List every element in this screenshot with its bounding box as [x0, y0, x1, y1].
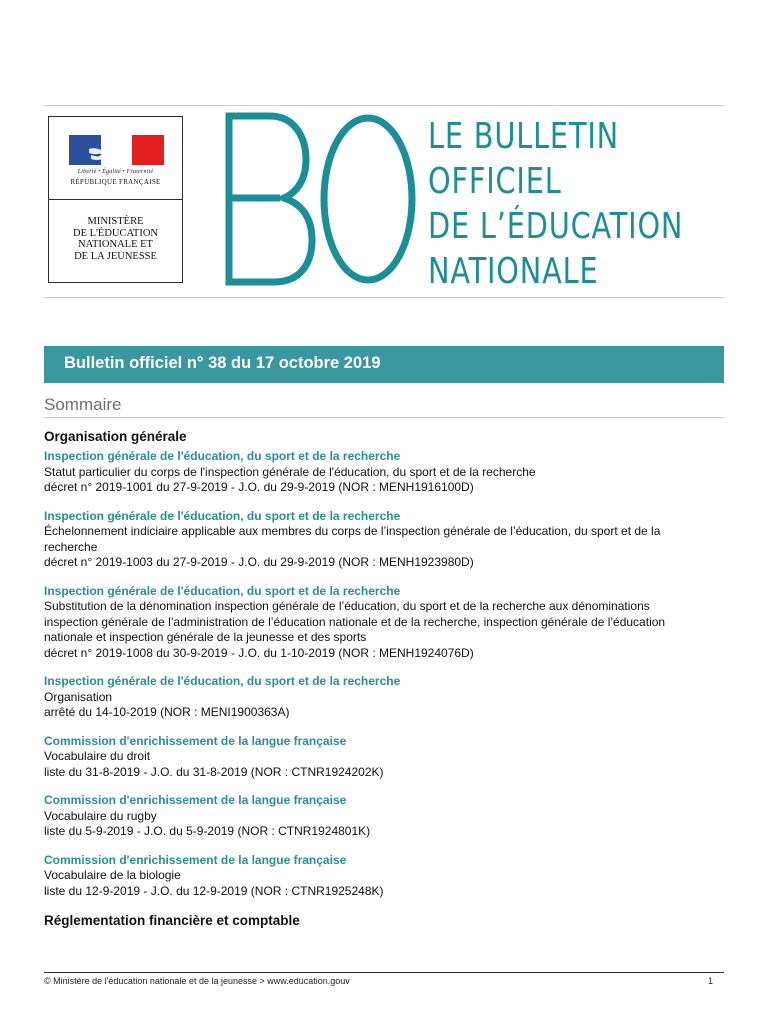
entry-text-line: Vocabulaire de la biologie	[44, 868, 181, 882]
masthead-line: DE L’ÉDUCATION	[428, 206, 684, 247]
toc-entry	[44, 449, 724, 496]
entry-text-line: Vocabulaire du rugby	[44, 808, 157, 823]
ministry-line: NATIONALE ET	[78, 239, 153, 250]
masthead-title	[428, 114, 728, 294]
bo-mark-text: BO	[222, 112, 224, 113]
toc-entry	[44, 793, 724, 840]
entry-text-line: Organisation	[44, 689, 113, 704]
issue-title: Bulletin officiel n° 38 du 17 octobre 2019	[64, 354, 381, 372]
toc-entry	[44, 584, 724, 662]
entry-link[interactable]: Commission d'enrichissement de la langue française	[44, 852, 347, 867]
entry-text-line: inspection générale de l’administration de l’éducation nationale et de la recherche, inspection générale de l’éducation	[44, 614, 666, 629]
entry-text-line: Échelonnement indiciaire applicable aux membres du corps de l’inspection générale de l’éducation, du sport et de la	[44, 524, 661, 538]
masthead-rule	[44, 297, 724, 298]
toc-entry	[44, 674, 724, 721]
toc-entry	[44, 853, 724, 900]
motto: Liberté • Égalité • Fraternité	[77, 169, 154, 175]
ministry-line: DE L'ÉDUCATION	[72, 227, 158, 239]
entry-text-line: nationale et inspection générale de la jeunesse et des sports	[44, 630, 367, 644]
entry-text-line: liste du 5-9-2019 - J.O. du 5-9-2019 (NOR : CTNR1924801K)	[44, 824, 371, 838]
bo-logo-mark	[222, 112, 422, 287]
entry-link[interactable]: Inspection générale de l'éducation, du sport et de la recherche	[44, 449, 401, 463]
ministry-line: DE LA JEUNESSE	[74, 250, 157, 262]
ministry-name	[49, 216, 182, 262]
entry-text-line: décret n° 2019-1003 du 27-9-2019 - J.O. du 29-9-2019 (NOR : MENH1923980D)	[44, 555, 474, 569]
toc-entry	[44, 509, 724, 571]
footer-copyright: © Ministère de l'éducation nationale et de la jeunesse > www.education.gouv	[44, 976, 350, 986]
entry-text-line: Vocabulaire du droit	[44, 749, 151, 763]
top-rule	[44, 105, 724, 106]
logo-divider	[49, 199, 182, 200]
sommaire-rule	[44, 417, 724, 418]
entry-text-line: Substitution de la dénomination inspection générale de l’éducation, du sport et de la recherche aux dénominations	[44, 599, 650, 613]
section-title: Réglementation financière et comptable	[44, 913, 300, 928]
footer-rule	[44, 972, 724, 973]
toc-entry	[44, 734, 724, 781]
section-title: Organisation générale	[44, 429, 187, 444]
sommaire-heading: Sommaire	[44, 395, 122, 414]
entry-link[interactable]: Commission d'enrichissement de la langue française	[44, 733, 347, 748]
entry-link[interactable]: Inspection générale de l'éducation, du sport et de la recherche	[44, 508, 401, 523]
entry-text-line: décret n° 2019-1008 du 30-9-2019 - J.O. du 1-10-2019 (NOR : MENH1924076D)	[44, 645, 474, 660]
entry-text-line: décret n° 2019-1001 du 27-9-2019 - J.O. du 29-9-2019 (NOR : MENH1916100D)	[44, 480, 474, 494]
masthead-line: LE BULLETIN	[428, 116, 619, 157]
table-of-contents	[44, 428, 724, 930]
entry-text-line: liste du 12-9-2019 - J.O. du 12-9-2019 (NOR : CTNR1925248K)	[44, 883, 384, 898]
entry-text-line: arrêté du 14-10-2019 (NOR : MENI1900363A)	[44, 705, 290, 719]
entry-text-line: recherche	[44, 539, 98, 554]
issue-banner	[44, 346, 724, 383]
marianne-flag-icon	[69, 135, 164, 165]
republic-name: RÉPUBLIQUE FRANÇAISE	[70, 178, 161, 186]
ministry-line: MINISTÈRE	[87, 216, 144, 227]
entry-link[interactable]: Inspection générale de l'éducation, du sport et de la recherche	[44, 583, 401, 598]
republic-logo	[48, 116, 183, 283]
page-number: 1	[708, 976, 714, 986]
masthead-line: OFFICIEL	[428, 161, 562, 202]
masthead-line: NATIONALE	[428, 251, 599, 292]
entry-link[interactable]: Inspection générale de l'éducation, du sport et de la recherche	[44, 674, 401, 688]
entry-text-line: Statut particulier du corps de l'inspection générale de l'éducation, du sport et de la recherche	[44, 464, 536, 479]
entry-link[interactable]: Commission d'enrichissement de la langue française	[44, 793, 347, 807]
entry-text-line: liste du 31-8-2019 - J.O. du 31-8-2019 (NOR : CTNR1924202K)	[44, 764, 384, 779]
